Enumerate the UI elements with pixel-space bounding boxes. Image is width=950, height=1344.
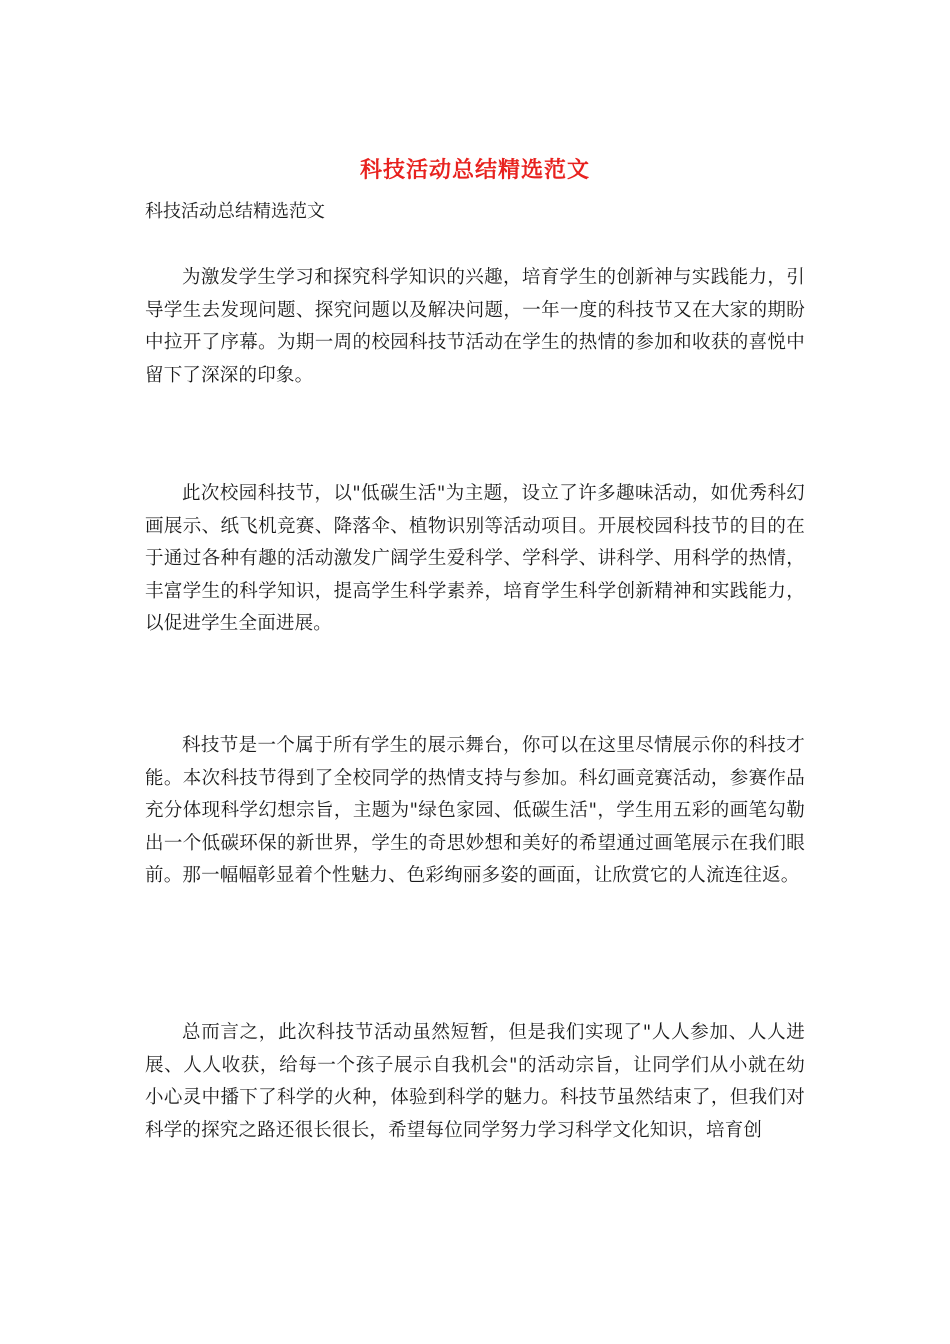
paragraph-showcase: 科技节是一个属于所有学生的展示舞台，你可以在这里尽情展示你的科技才能。本次科技节得到了全校同学的热情支持与参加。科幻画竞赛活动，参赛作品充分体现科学幻想宗旨，主题为"绿色家园、低碳生活"，学生用五彩的画笔勾勒出一个低碳环保的新世界，学生的奇思妙想和美好的希望通过画笔展示在我们眼前。那一幅幅彰显着个性魅力、色彩绚丽多姿的画面，让欣赏它的人流连往返。 xyxy=(145,735,805,886)
paragraph-intro: 为激发学生学习和探究科学知识的兴趣，培育学生的创新神与实践能力，引导学生去发现问题、探究问题以及解决问题，一年一度的科技节又在大家的期盼中拉开了序幕。为期一周的校园科技节活动在学生的热情的参加和收获的喜悦中留下了深深的印象。 xyxy=(145,267,805,386)
document-subtitle: 科技活动总结精选范文 xyxy=(145,201,325,222)
paragraph-summary: 总而言之，此次科技节活动虽然短暂，但是我们实现了"人人参加、人人进展、人人收获，给每一个孩子展示自我机会"的活动宗旨，让同学们从小就在幼小心灵中播下了科学的火种，体验到科学的魅力。科技节虽然结束了，但我们对科学的探究之路还很长很长，希望每位同学努力学习科学文化知识，培育创 xyxy=(145,1022,805,1141)
document-title: 科技活动总结精选范文 xyxy=(359,157,590,183)
paragraph-theme: 此次校园科技节，以"低碳生活"为主题，设立了许多趣味活动，如优秀科幻画展示、纸飞机竞赛、降落伞、植物识别等活动项目。开展校园科技节的目的在于通过各种有趣的活动激发广阔学生爱科学、学科学、讲科学、用科学的热情，丰富学生的科学知识，提高学生科学素养，培育学生科学创新精神和实践能力，以促进学生全面进展。 xyxy=(145,483,805,634)
